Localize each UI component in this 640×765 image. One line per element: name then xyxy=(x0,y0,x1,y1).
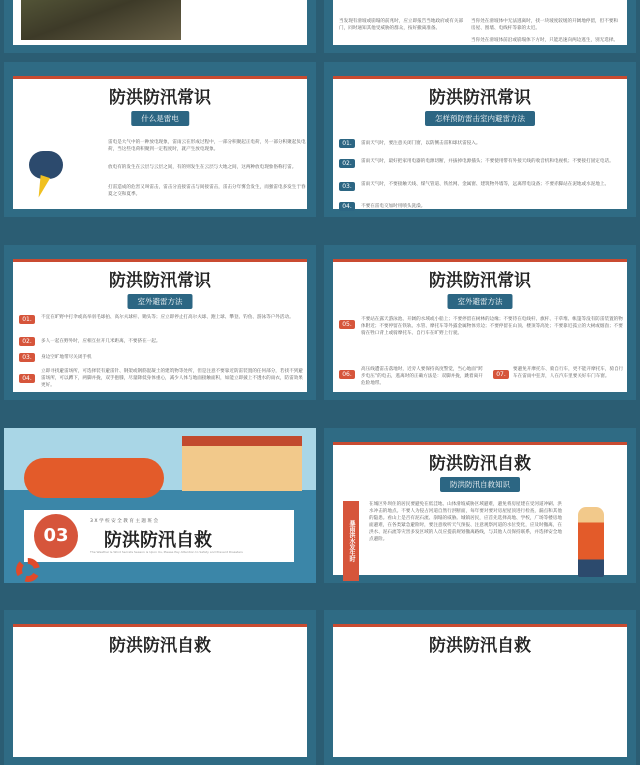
tip-1: 当发现有滑坡或崩塌的前兆时，应立即报告当地政府或有关部门，同时通知其他受威胁的群众，按好撤离准备。 xyxy=(339,19,464,31)
outdoor-item-5: 不要站在露天游泳池、开阔的水域或小船上；不要停留在树林的边缘；不要待在电线杆、旗杆、干草堆、帐篷等没有防雷装置的物体附近；不要停留在铁轨、水管、摩托车等外露金属物体旁边；不要停留在山顶、楼顶等高处；不要靠近孤立的大树或烟囱；不要骑在牲口背上或骑摩托车、自行车在旷野上行驶。 xyxy=(361,317,623,336)
lightning-bolt-icon xyxy=(34,175,50,199)
outdoor-item-2: 多人一起在野外时，应相互拉开几米距离，不要挤在一起。 xyxy=(41,339,161,344)
lightning-item-1: 雷电是大气中的一种放电现象，雷雨云在形成过程中，一部分积聚起正电荷，另一部分积聚起负电荷，当这些电荷积聚到一定程度时，就产生放电现象。 xyxy=(108,140,306,152)
item-number: 04. xyxy=(19,374,35,383)
slide-subtitle: 室外避雷方法 xyxy=(128,294,193,309)
slide-subtitle: 室外避雷方法 xyxy=(448,294,513,309)
indoor-item-4: 不要在雷电交加时用喷头洗澡。 xyxy=(361,204,426,209)
item-number: 04. xyxy=(339,202,355,211)
rescuer-icon xyxy=(578,507,604,577)
slide-top-right[interactable] xyxy=(324,0,636,53)
outdoor-item-6: 高压线遭雷击落地时，近旁人要保持高度警觉，当心地面“跨步电压”的电击，逃离时的正确方法是：双脚并拢，跳着离开危险地带。 xyxy=(361,367,483,386)
tip-3: 当你处在滑坡体前沿或崩塌体下方时，只能迅速向两边逃生，别无选择。 xyxy=(471,38,619,43)
outdoor-item-7: 要避免开摩托车、骑自行车，更不能开摩托车，骑自行车在雷雨中狂奔，人在汽车里要关好车门车窗。 xyxy=(513,367,624,379)
section-title: 防洪防汛自救 xyxy=(104,530,212,551)
slide-card xyxy=(13,76,307,209)
slide-self-rescue[interactable] xyxy=(324,428,636,583)
section-desc: The Weather & Wind Secrets Season is Upon Us, Please Pay Attention to Safety and Prevent Disasters xyxy=(90,550,243,554)
indoor-item-2: 雷雨天气时，最好把家用电器的电源切断，并拔掉电源插头；不要使用带有外接天线的收音机和电视机；不要接打固定电话。 xyxy=(361,159,614,164)
storm-cloud-icon xyxy=(29,151,63,179)
house-icon xyxy=(182,436,302,491)
item-number: 06. xyxy=(339,370,355,379)
section-number: 03 xyxy=(43,525,69,546)
slide-title: 防洪防汛常识 xyxy=(109,88,211,108)
indoor-item-1: 雷雨天气时，要注意关闭门窗，以防侧击雷和球状雷侵入。 xyxy=(361,141,481,146)
item-number: 03. xyxy=(19,353,35,362)
slide-title: 防洪防汛常识 xyxy=(429,271,531,291)
rescuer-group-icon xyxy=(24,458,164,498)
outdoor-item-3: 身边空旷地带尽关闭手机 xyxy=(41,355,92,360)
item-number: 01. xyxy=(339,139,355,148)
slide-outdoor-lightning-1[interactable] xyxy=(4,245,316,400)
slide-subtitle: 防洪防汛自救知识 xyxy=(440,477,520,492)
slide-indoor-lightning[interactable] xyxy=(324,62,636,217)
item-number: 01. xyxy=(19,315,35,324)
series-label: 3 X 学 校 安 全 教 育 主 题 班 会 xyxy=(90,519,159,524)
slide-title: 防洪防汛常识 xyxy=(109,271,211,291)
lightning-item-3: 打雷造成的危害又叫雷击，雷击分直接雷击与间接雷击，雷击分年雾会发生，而强雷电多发生于春夏之交和夏季。 xyxy=(108,185,306,197)
slide-bottom-left[interactable] xyxy=(4,610,316,765)
slide-subtitle: 什么是雷电 xyxy=(131,111,189,126)
slide-card xyxy=(333,624,627,757)
side-label: 暴雨洪水发生时 xyxy=(348,520,355,562)
item-number: 03. xyxy=(339,182,355,191)
slide-card xyxy=(13,259,307,392)
outdoor-item-1: 不宜在旷野中打伞或高举羽毛球拍、高尔夫球杆、锄头等；应立即停止打高尔夫球、跑上球、攀登、钓鱼、游泳等户外活动。 xyxy=(41,315,294,320)
landslide-photo xyxy=(21,0,181,40)
life-buoy-icon xyxy=(16,558,40,582)
item-number: 05. xyxy=(339,320,355,329)
slide-top-left[interactable] xyxy=(4,0,316,53)
slide-card xyxy=(13,624,307,757)
item-number: 02. xyxy=(339,159,355,168)
slide-section-03[interactable] xyxy=(4,428,316,583)
slide-card xyxy=(333,76,627,209)
outdoor-item-4: 立即寻找避雷场所，可选择装有避雷针、钢架或钢筋混凝土的建筑物等处所，但是注意不要靠近防雷装置的任何部分，若找不到避雷场所，可以蹲下，两脚并拢，双手抱膝，尽量降低身体重心，减少人体与地面接触面积，如能立即披上不透水的雨衣，防雷效果更好。 xyxy=(41,369,303,388)
self-rescue-body: 在城区外坝住的居民要避免在低洼地、山体滑坡威胁区域避难，避免将房屋建在受河道冲刷、洪水冲击的地点。不要人为侵占河道自然行洪断面，每年要对要对房屋屋顶进行检查，漏点和其他的隐患。看山上是否有泥石流、崩塌的威胁。城镇居民，应首先选择高地、学校，广场等楼房地面避难，在各类紧急避险时，要注意收听天气预报、注意观察河道的水位变化，应及时撤离，在洪水、泥石流等灾害多发区域的人员应提前规划撤离路线，与其他人员保持联系，并选择安全地点避险。 xyxy=(369,502,562,542)
slide-title: 防洪防汛自救 xyxy=(429,636,531,656)
slide-outdoor-lightning-2[interactable] xyxy=(324,245,636,400)
slide-card xyxy=(13,0,307,45)
slide-card xyxy=(333,0,627,45)
slide-card xyxy=(333,442,627,575)
tip-2: 当你处在滑坡体中无法逃离时，找一块坡度较缓的开阔地停留，但不要和房屋、围墙、电线杆等靠的太近。 xyxy=(471,19,619,31)
section-card xyxy=(24,510,294,562)
section-number-badge xyxy=(34,514,78,558)
slide-card xyxy=(333,259,627,392)
slide-title: 防洪防汛自救 xyxy=(429,454,531,474)
lightning-item-2: 放电有的发生在云层与云层之间，有的则发生在云层与大地之间，这两种放电现象俗称打雷。 xyxy=(108,165,297,170)
item-number: 02. xyxy=(19,337,35,346)
slide-what-is-lightning[interactable] xyxy=(4,62,316,217)
slide-bottom-right[interactable] xyxy=(324,610,636,765)
side-label-box xyxy=(343,501,359,581)
item-number: 07. xyxy=(493,370,509,379)
slide-title: 防洪防汛常识 xyxy=(429,88,531,108)
slide-subtitle: 怎样预防雷击室内避雷方法 xyxy=(425,111,535,126)
slide-title: 防洪防汛自救 xyxy=(109,636,211,656)
indoor-item-3: 雷雨天气时，不要接触天线、煤气管道、铁丝网、金属窗、建筑物外墙等，远离带电设备；不要赤脚站在泥地或水泥地上。 xyxy=(361,182,610,187)
